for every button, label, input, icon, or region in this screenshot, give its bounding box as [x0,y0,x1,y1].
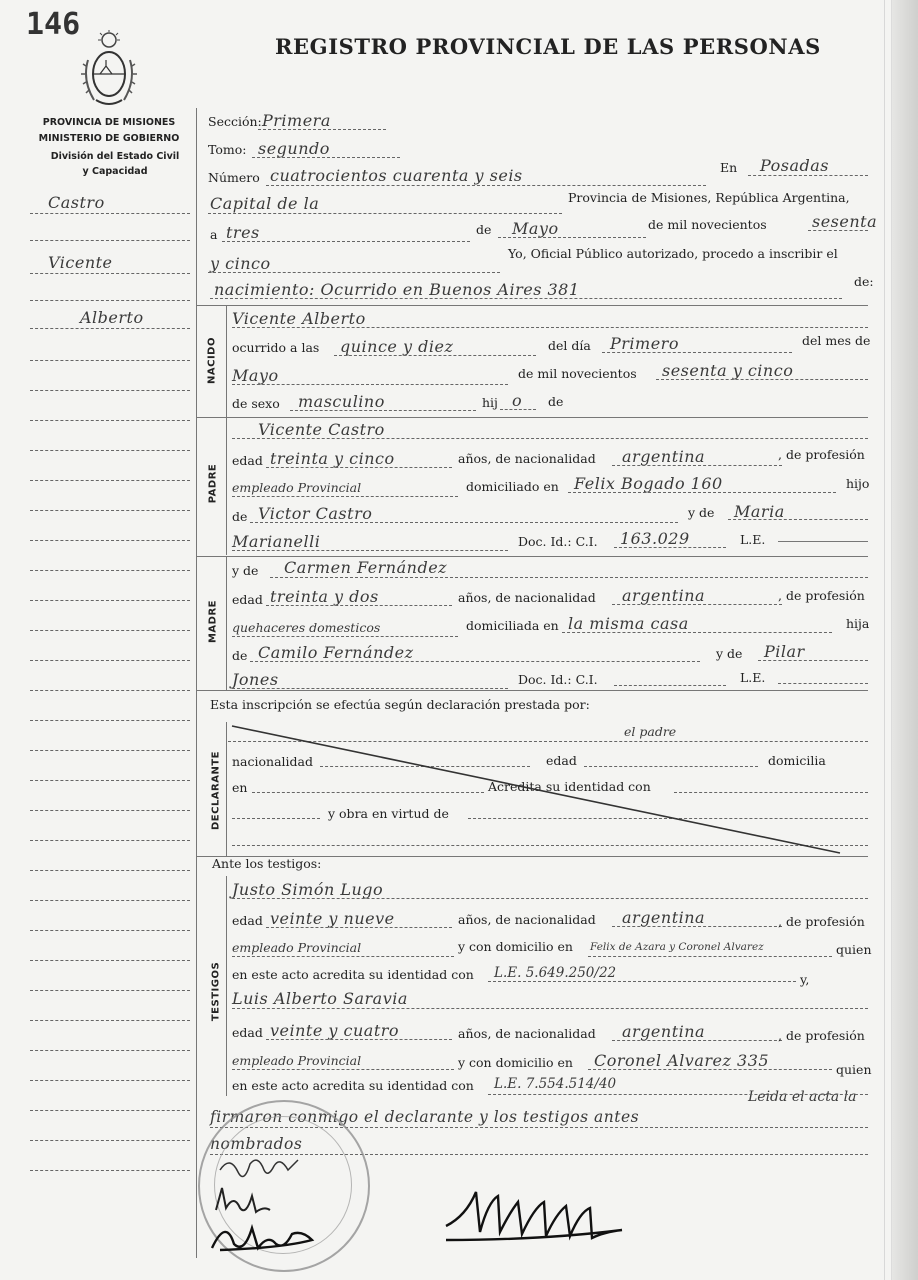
sidebar-ministry: MINISTERIO DE GOBIERNO [38,133,180,144]
fill-line [808,230,868,231]
section-top-rule [196,305,868,306]
padre-doc-label: Doc. Id.: C.I. [518,534,598,549]
t1-prof-label: , de profesión [778,914,865,929]
sidebar-line [30,810,190,811]
padre-hijo-label: hijo [846,476,870,491]
madre-edad-label: edad [232,592,263,607]
fill-line [488,981,796,982]
t2-nac-label: años, de nacionalidad [458,1026,596,1041]
madre-madre-de-1: Pilar [764,642,805,661]
fill-line [488,1094,868,1095]
madre-dom-label: domiciliada en [466,618,559,633]
fill-line [232,550,508,551]
fill-line [266,1039,452,1040]
fill-line [258,129,386,130]
anio-value-1: sesenta [812,212,878,231]
fill-line [208,272,500,273]
provincia-text: Provincia de Misiones, República Argentina, [568,190,850,205]
t2-dom: Coronel Alvarez 335 [594,1051,770,1070]
fill-line [568,492,836,493]
sidebar-line [30,630,190,631]
fill-line [602,352,792,353]
closing-line-1: Leida el acta la [748,1089,857,1105]
fill-line [232,327,868,328]
section-divider [226,722,227,856]
section-divider [226,556,227,690]
section-divider [226,876,227,1096]
fill-line [232,438,868,439]
nacido-de-label: de [548,394,564,409]
sidebar-line [30,780,190,781]
padre-le-blank [778,541,868,542]
sidebar-line [30,540,190,541]
sidebar-line [30,720,190,721]
sidebar-line [30,570,190,571]
sidebar-line [30,1020,190,1021]
fill-line [588,1069,832,1070]
t1-prof: empleado Provincial [232,940,362,955]
padre-de-label: de [232,509,248,524]
sidebar-line [30,1050,190,1051]
capital-value: Capital de la [210,194,320,213]
t2-nac: argentina [622,1022,706,1041]
sidebar-line [30,600,190,601]
en-value: Posadas [760,156,829,175]
signature-4 [436,1176,646,1246]
padre-nac: argentina [622,447,706,466]
sidebar-line [30,450,190,451]
sidebar-line [30,213,190,214]
t1-nac-label: años, de nacionalidad [458,912,596,927]
sidebar-line [30,750,190,751]
declarante-strike-line [228,722,848,857]
fill-line [266,467,452,468]
sidebar-line [30,870,190,871]
fill-line [334,355,536,356]
madre-hija-label: hija [846,616,870,631]
fill-line [748,175,868,176]
padre-dom: Felix Bogado 160 [574,474,723,493]
sidebar-line [30,420,190,421]
madre-edad: treinta y dos [270,587,379,606]
padre-prof: empleado Provincial [232,480,362,495]
fill-line [232,636,458,637]
sidebar-line [30,660,190,661]
fill-line [612,465,782,466]
t2-acr-label: en este acto acredita su identidad con [232,1078,474,1093]
t1-edad-label: edad [232,913,263,928]
madre-le-label: L.E. [740,670,766,685]
seccion-value: Primera [262,111,331,130]
tomo-label: Tomo: [208,142,247,157]
de-colon: de: [854,274,874,289]
padre-madre-de-2: Marianelli [232,532,321,551]
t1-y: y, [800,972,810,987]
fill-line [250,522,678,523]
sidebar-given-name-2: Alberto [80,308,144,327]
madre-madre-de-2: Jones [232,670,279,689]
padre-nombre: Vicente Castro [258,420,385,439]
fill-line [252,157,400,158]
padre-madre-de-1: Maria [734,502,785,521]
fill-line [656,379,868,380]
numero-label: Número [208,170,260,185]
fill-line [210,298,842,299]
fill-line [222,241,470,242]
mes-value: Mayo [512,219,559,238]
nacido-mil-label: de mil novecientos [518,366,637,381]
fill-line [614,685,726,686]
signature-3 [206,1208,336,1256]
sidebar-line [30,840,190,841]
t1-nombre: Justo Simón Lugo [232,880,384,899]
declarante-label: DECLARANTE [210,750,222,831]
madre-nombre: Carmen Fernández [284,558,448,577]
hij-label: hij [482,395,498,410]
fill-line [266,927,452,928]
sexo-label: de sexo [232,396,280,411]
declaracion-text: Esta inscripción se efectúa según declaración prestada por: [210,697,590,712]
fill-line [250,661,700,662]
t1-acr-label: en este acto acredita su identidad con [232,967,474,982]
fill-line [588,956,832,957]
fill-line [612,926,782,927]
folio-number: 146 [26,7,81,42]
sidebar-line [30,1140,190,1141]
padre-y-de-label: y de [688,505,715,520]
dia-value: tres [226,223,260,242]
sidebar-line [30,930,190,931]
fill-line [232,384,508,385]
sidebar-line [30,900,190,901]
sidebar-line [30,690,190,691]
madre-prof: quehaceres domesticos [232,620,381,635]
padre-dom-label: domiciliado en [466,479,559,494]
sidebar-line [30,1170,190,1171]
nacido-mes-value: Mayo [232,366,279,385]
t2-edad-label: edad [232,1025,263,1040]
nacido-nombre: Vicente Alberto [232,309,366,328]
closing-line-3: nombrados [210,1135,303,1153]
t1-doc: L.E. 5.649.250/22 [494,965,617,981]
sidebar-line [30,390,190,391]
nacido-label: NACIDO [206,337,218,384]
padre-prof-label: , de profesión [778,447,865,462]
tomo-value: segundo [258,139,330,158]
fill-line [290,410,476,411]
sidebar-surname: Castro [48,193,105,212]
nacido-dia-value: Primero [610,334,679,353]
sidebar-line [30,1110,190,1111]
coat-of-arms-icon [80,30,138,110]
fill-line [232,1069,454,1070]
ocurrido-label: ocurrido a las [232,340,320,355]
fill-line [498,237,646,238]
padre-doc: 163.029 [620,529,690,548]
madre-padre-de: Camilo Fernández [258,643,414,662]
numero-value: cuatrocientos cuarenta y seis [270,166,523,185]
sidebar-line [30,273,190,274]
t2-nombre: Luis Alberto Saravia [232,989,408,1008]
fill-line [562,632,832,633]
padre-nac-label: años, de nacionalidad [458,451,596,466]
section-divider [226,417,227,555]
fill-line [270,577,868,578]
fill-line [232,1008,868,1009]
de-label: de [476,222,492,237]
page-title: REGISTRO PROVINCIAL DE LAS PERSONAS [275,34,821,59]
page-binding [892,0,918,1280]
fill-line [728,519,868,520]
sexo-value: masculino [298,392,385,411]
madre-prof-label: , de profesión [778,588,865,603]
declarante-nac-label: nacionalidad [232,754,313,769]
padre-le-label: L.E. [740,532,766,547]
t1-dom: Felix de Azara y Coronel Alvarez [590,941,764,953]
seccion-label: Sección: [208,114,262,129]
fill-line [778,683,868,684]
sidebar-division-2: y Capacidad [82,166,148,177]
sidebar-line [30,510,190,511]
acto-value: nacimiento: Ocurrido en Buenos Aires 381 [214,280,580,299]
sidebar-line [30,990,190,991]
madre-nac-label: años, de nacionalidad [458,590,596,605]
declarante-dom-label: domicilia [768,753,826,768]
fill-line [612,604,782,605]
madre-nac: argentina [622,586,706,605]
t2-prof-label: , de profesión [778,1028,865,1043]
sidebar-province: PROVINCIA DE MISIONES [42,117,176,128]
en-label: En [720,160,738,175]
fill-line [232,956,454,957]
sidebar-division: División del Estado Civil [50,151,180,162]
fill-line [612,1040,782,1041]
hora-value: quince y diez [340,337,454,356]
testigos-intro: Ante los testigos: [212,856,322,871]
section-divider [226,305,227,417]
madre-dom: la misma casa [568,614,689,633]
fill-line [266,605,452,606]
t1-dom-label: y con domicilio en [458,939,573,954]
del-mes-label: del mes de [802,333,871,348]
sidebar-divider [196,108,197,1258]
t1-edad: veinte y nueve [270,909,395,928]
declaracion-value: el padre [624,724,677,739]
del-dia-label: del día [548,338,591,353]
t2-dom-label: y con domicilio en [458,1055,573,1070]
section-rule [196,556,868,557]
fill-line [232,688,508,689]
madre-y-de-label-2: y de [716,646,743,661]
page-binding-edge [884,0,892,1280]
t2-prof: empleado Provincial [232,1053,362,1068]
t1-nac: argentina [622,908,706,927]
padre-label: PADRE [207,463,219,504]
padre-edad-label: edad [232,453,263,468]
sidebar-line [30,480,190,481]
declarante-acredita-label: Acredita su identidad con [488,779,651,794]
nacido-anio-value: sesenta y cinco [662,361,794,380]
t1-quien: quien [836,942,872,957]
padre-padre-de: Victor Castro [258,504,373,523]
t2-quien: quien [836,1062,872,1077]
fill-line [232,898,868,899]
fill-line [614,547,726,548]
mil-text: de mil novecientos [648,217,767,232]
oficial-text: Yo, Oficial Público autorizado, procedo a inscribir el [508,246,838,261]
sidebar-line [30,1080,190,1081]
fill-line [208,213,562,214]
fill-line [232,496,458,497]
madre-y-de-label: y de [232,563,259,578]
a-label: a [210,227,218,242]
sidebar-line [30,328,190,329]
madre-label: MADRE [207,599,219,644]
madre-doc-label: Doc. Id.: C.I. [518,672,598,687]
declarante-edad-label: edad [546,753,577,768]
madre-de-label: de [232,648,248,663]
anio-value-2: y cinco [210,254,271,273]
declarante-en-label: en [232,780,248,795]
declarante-obra-label: y obra en virtud de [328,806,449,821]
padre-edad: treinta y cinco [270,449,395,468]
fill-line [500,409,536,410]
sidebar-line [30,240,190,241]
t2-doc: L.E. 7.554.514/40 [494,1076,617,1092]
closing-line-2: firmaron conmigo el declarante y los testigos antes [210,1108,640,1126]
sidebar-line [30,360,190,361]
t2-edad: veinte y cuatro [270,1021,400,1040]
fill-line [266,185,706,186]
fill-line [758,660,868,661]
sidebar-given-name-1: Vicente [48,253,113,272]
hij-value: o [512,391,523,410]
section-rule [196,690,868,691]
sidebar-line [30,960,190,961]
section-rule [196,417,868,418]
testigos-label: TESTIGOS [210,961,222,1022]
sidebar-line [30,300,190,301]
